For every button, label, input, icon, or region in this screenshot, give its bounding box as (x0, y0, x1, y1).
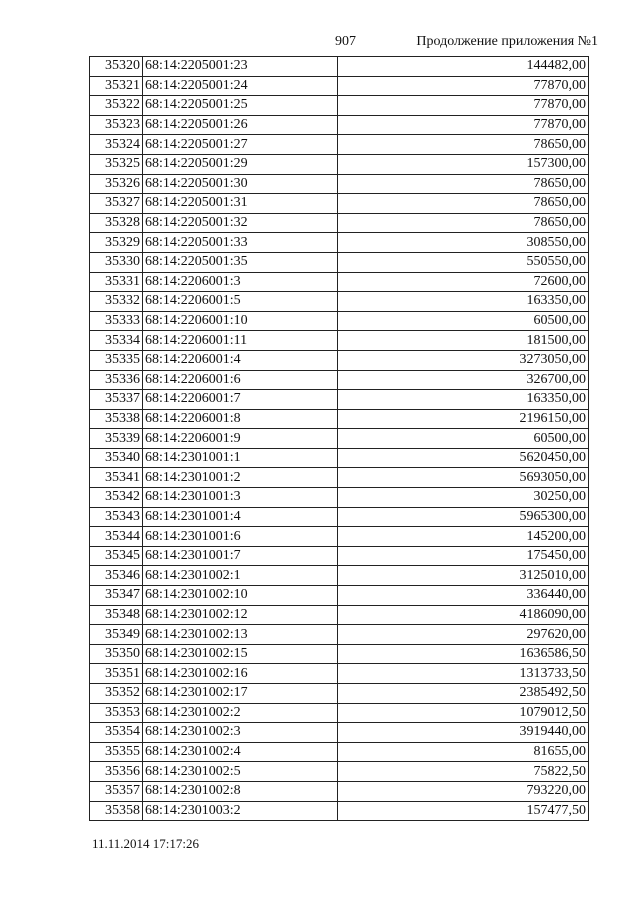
cadastral-number: 68:14:2206001:5 (143, 292, 338, 312)
table-row (90, 272, 589, 292)
cadastral-number: 68:14:2205001:27 (143, 135, 338, 155)
table-row (90, 252, 589, 272)
row-number: 35348 (90, 605, 143, 625)
table-row (90, 762, 589, 782)
cadastral-value: 75822,50 (338, 762, 589, 782)
cadastral-value: 5693050,00 (338, 468, 589, 488)
cadastral-value: 157477,50 (338, 801, 589, 821)
table-row (90, 154, 589, 174)
cadastral-value-table (89, 56, 589, 821)
table-row (90, 57, 589, 77)
cadastral-value: 326700,00 (338, 370, 589, 390)
row-number: 35351 (90, 664, 143, 684)
cadastral-value: 1636586,50 (338, 644, 589, 664)
cadastral-number: 68:14:2301002:4 (143, 742, 338, 762)
row-number: 35343 (90, 507, 143, 527)
cadastral-number: 68:14:2205001:35 (143, 252, 338, 272)
cadastral-number: 68:14:2301002:8 (143, 781, 338, 801)
cadastral-value: 81655,00 (338, 742, 589, 762)
cadastral-number: 68:14:2301001:3 (143, 488, 338, 508)
cadastral-number: 68:14:2301002:2 (143, 703, 338, 723)
row-number: 35352 (90, 684, 143, 704)
table-row (90, 135, 589, 155)
page-header (0, 34, 640, 54)
table-row (90, 488, 589, 508)
cadastral-value: 78650,00 (338, 213, 589, 233)
table-row (90, 664, 589, 684)
table-row (90, 546, 589, 566)
row-number: 35357 (90, 781, 143, 801)
row-number: 35338 (90, 409, 143, 429)
cadastral-number: 68:14:2205001:31 (143, 194, 338, 214)
table-row (90, 409, 589, 429)
table-row (90, 311, 589, 331)
cadastral-number: 68:14:2301002:13 (143, 625, 338, 645)
row-number: 35334 (90, 331, 143, 351)
cadastral-value: 2385492,50 (338, 684, 589, 704)
table-row (90, 448, 589, 468)
cadastral-number: 68:14:2301001:2 (143, 468, 338, 488)
cadastral-value: 144482,00 (338, 57, 589, 77)
cadastral-value: 77870,00 (338, 115, 589, 135)
cadastral-value: 793220,00 (338, 781, 589, 801)
table-row (90, 390, 589, 410)
table-row (90, 703, 589, 723)
row-number: 35356 (90, 762, 143, 782)
cadastral-number: 68:14:2205001:26 (143, 115, 338, 135)
cadastral-number: 68:14:2301001:4 (143, 507, 338, 527)
table-row (90, 801, 589, 821)
cadastral-number: 68:14:2301001:1 (143, 448, 338, 468)
table-row (90, 350, 589, 370)
row-number: 35341 (90, 468, 143, 488)
row-number: 35342 (90, 488, 143, 508)
cadastral-value: 550550,00 (338, 252, 589, 272)
cadastral-number: 68:14:2205001:32 (143, 213, 338, 233)
cadastral-value: 308550,00 (338, 233, 589, 253)
page-number: 907 (335, 34, 356, 49)
row-number: 35320 (90, 57, 143, 77)
cadastral-number: 68:14:2301002:10 (143, 586, 338, 606)
row-number: 35336 (90, 370, 143, 390)
cadastral-value: 4186090,00 (338, 605, 589, 625)
cadastral-number: 68:14:2301002:1 (143, 566, 338, 586)
cadastral-number: 68:14:2301003:2 (143, 801, 338, 821)
table-body (90, 57, 589, 821)
cadastral-number: 68:14:2206001:8 (143, 409, 338, 429)
cadastral-value: 181500,00 (338, 331, 589, 351)
cadastral-value: 3125010,00 (338, 566, 589, 586)
cadastral-number: 68:14:2205001:29 (143, 154, 338, 174)
row-number: 35340 (90, 448, 143, 468)
row-number: 35322 (90, 96, 143, 116)
row-number: 35330 (90, 252, 143, 272)
row-number: 35345 (90, 546, 143, 566)
table-row (90, 723, 589, 743)
cadastral-number: 68:14:2301002:16 (143, 664, 338, 684)
table-row (90, 429, 589, 449)
table-row (90, 625, 589, 645)
row-number: 35350 (90, 644, 143, 664)
cadastral-value: 2196150,00 (338, 409, 589, 429)
table-row (90, 781, 589, 801)
cadastral-number: 68:14:2205001:33 (143, 233, 338, 253)
print-timestamp: 11.11.2014 17:17:26 (92, 836, 200, 851)
cadastral-value: 1313733,50 (338, 664, 589, 684)
cadastral-number: 68:14:2206001:3 (143, 272, 338, 292)
cadastral-number: 68:14:2206001:11 (143, 331, 338, 351)
cadastral-value: 77870,00 (338, 96, 589, 116)
cadastral-number: 68:14:2301001:6 (143, 527, 338, 547)
cadastral-value: 78650,00 (338, 174, 589, 194)
row-number: 35328 (90, 213, 143, 233)
cadastral-value: 5620450,00 (338, 448, 589, 468)
row-number: 35327 (90, 194, 143, 214)
row-number: 35347 (90, 586, 143, 606)
table-row (90, 566, 589, 586)
row-number: 35321 (90, 76, 143, 96)
cadastral-value: 297620,00 (338, 625, 589, 645)
row-number: 35337 (90, 390, 143, 410)
cadastral-value: 336440,00 (338, 586, 589, 606)
cadastral-number: 68:14:2301001:7 (143, 546, 338, 566)
cadastral-number: 68:14:2205001:24 (143, 76, 338, 96)
cadastral-value: 60500,00 (338, 429, 589, 449)
cadastral-number: 68:14:2205001:23 (143, 57, 338, 77)
table-row (90, 233, 589, 253)
table-row (90, 605, 589, 625)
table-row (90, 586, 589, 606)
cadastral-value: 72600,00 (338, 272, 589, 292)
cadastral-number: 68:14:2301002:3 (143, 723, 338, 743)
cadastral-value: 157300,00 (338, 154, 589, 174)
row-number: 35324 (90, 135, 143, 155)
table-row (90, 76, 589, 96)
table-row (90, 742, 589, 762)
table-row (90, 213, 589, 233)
continuation-title: Продолжение приложения №1 (416, 34, 598, 49)
row-number: 35346 (90, 566, 143, 586)
row-number: 35354 (90, 723, 143, 743)
cadastral-value: 3919440,00 (338, 723, 589, 743)
row-number: 35326 (90, 174, 143, 194)
cadastral-value: 30250,00 (338, 488, 589, 508)
table-row (90, 507, 589, 527)
cadastral-number: 68:14:2301002:15 (143, 644, 338, 664)
row-number: 35323 (90, 115, 143, 135)
cadastral-value: 163350,00 (338, 390, 589, 410)
cadastral-value: 3273050,00 (338, 350, 589, 370)
table-row (90, 644, 589, 664)
row-number: 35329 (90, 233, 143, 253)
row-number: 35339 (90, 429, 143, 449)
table-row (90, 292, 589, 312)
cadastral-number: 68:14:2205001:30 (143, 174, 338, 194)
row-number: 35325 (90, 154, 143, 174)
table-row (90, 115, 589, 135)
table-row (90, 370, 589, 390)
cadastral-number: 68:14:2301002:17 (143, 684, 338, 704)
cadastral-value: 1079012,50 (338, 703, 589, 723)
cadastral-value: 60500,00 (338, 311, 589, 331)
row-number: 35355 (90, 742, 143, 762)
row-number: 35353 (90, 703, 143, 723)
cadastral-value: 78650,00 (338, 135, 589, 155)
cadastral-number: 68:14:2301002:12 (143, 605, 338, 625)
cadastral-number: 68:14:2205001:25 (143, 96, 338, 116)
table-row (90, 194, 589, 214)
row-number: 35331 (90, 272, 143, 292)
row-number: 35349 (90, 625, 143, 645)
row-number: 35358 (90, 801, 143, 821)
cadastral-number: 68:14:2206001:6 (143, 370, 338, 390)
cadastral-value: 5965300,00 (338, 507, 589, 527)
cadastral-number: 68:14:2206001:9 (143, 429, 338, 449)
cadastral-value: 77870,00 (338, 76, 589, 96)
table-row (90, 96, 589, 116)
cadastral-value: 175450,00 (338, 546, 589, 566)
table-row (90, 527, 589, 547)
table-row (90, 684, 589, 704)
row-number: 35333 (90, 311, 143, 331)
row-number: 35335 (90, 350, 143, 370)
cadastral-number: 68:14:2301002:5 (143, 762, 338, 782)
row-number: 35344 (90, 527, 143, 547)
cadastral-value: 78650,00 (338, 194, 589, 214)
row-number: 35332 (90, 292, 143, 312)
cadastral-value: 145200,00 (338, 527, 589, 547)
cadastral-number: 68:14:2206001:7 (143, 390, 338, 410)
table-row (90, 174, 589, 194)
cadastral-value: 163350,00 (338, 292, 589, 312)
cadastral-number: 68:14:2206001:10 (143, 311, 338, 331)
cadastral-number: 68:14:2206001:4 (143, 350, 338, 370)
table-row (90, 331, 589, 351)
table-row (90, 468, 589, 488)
